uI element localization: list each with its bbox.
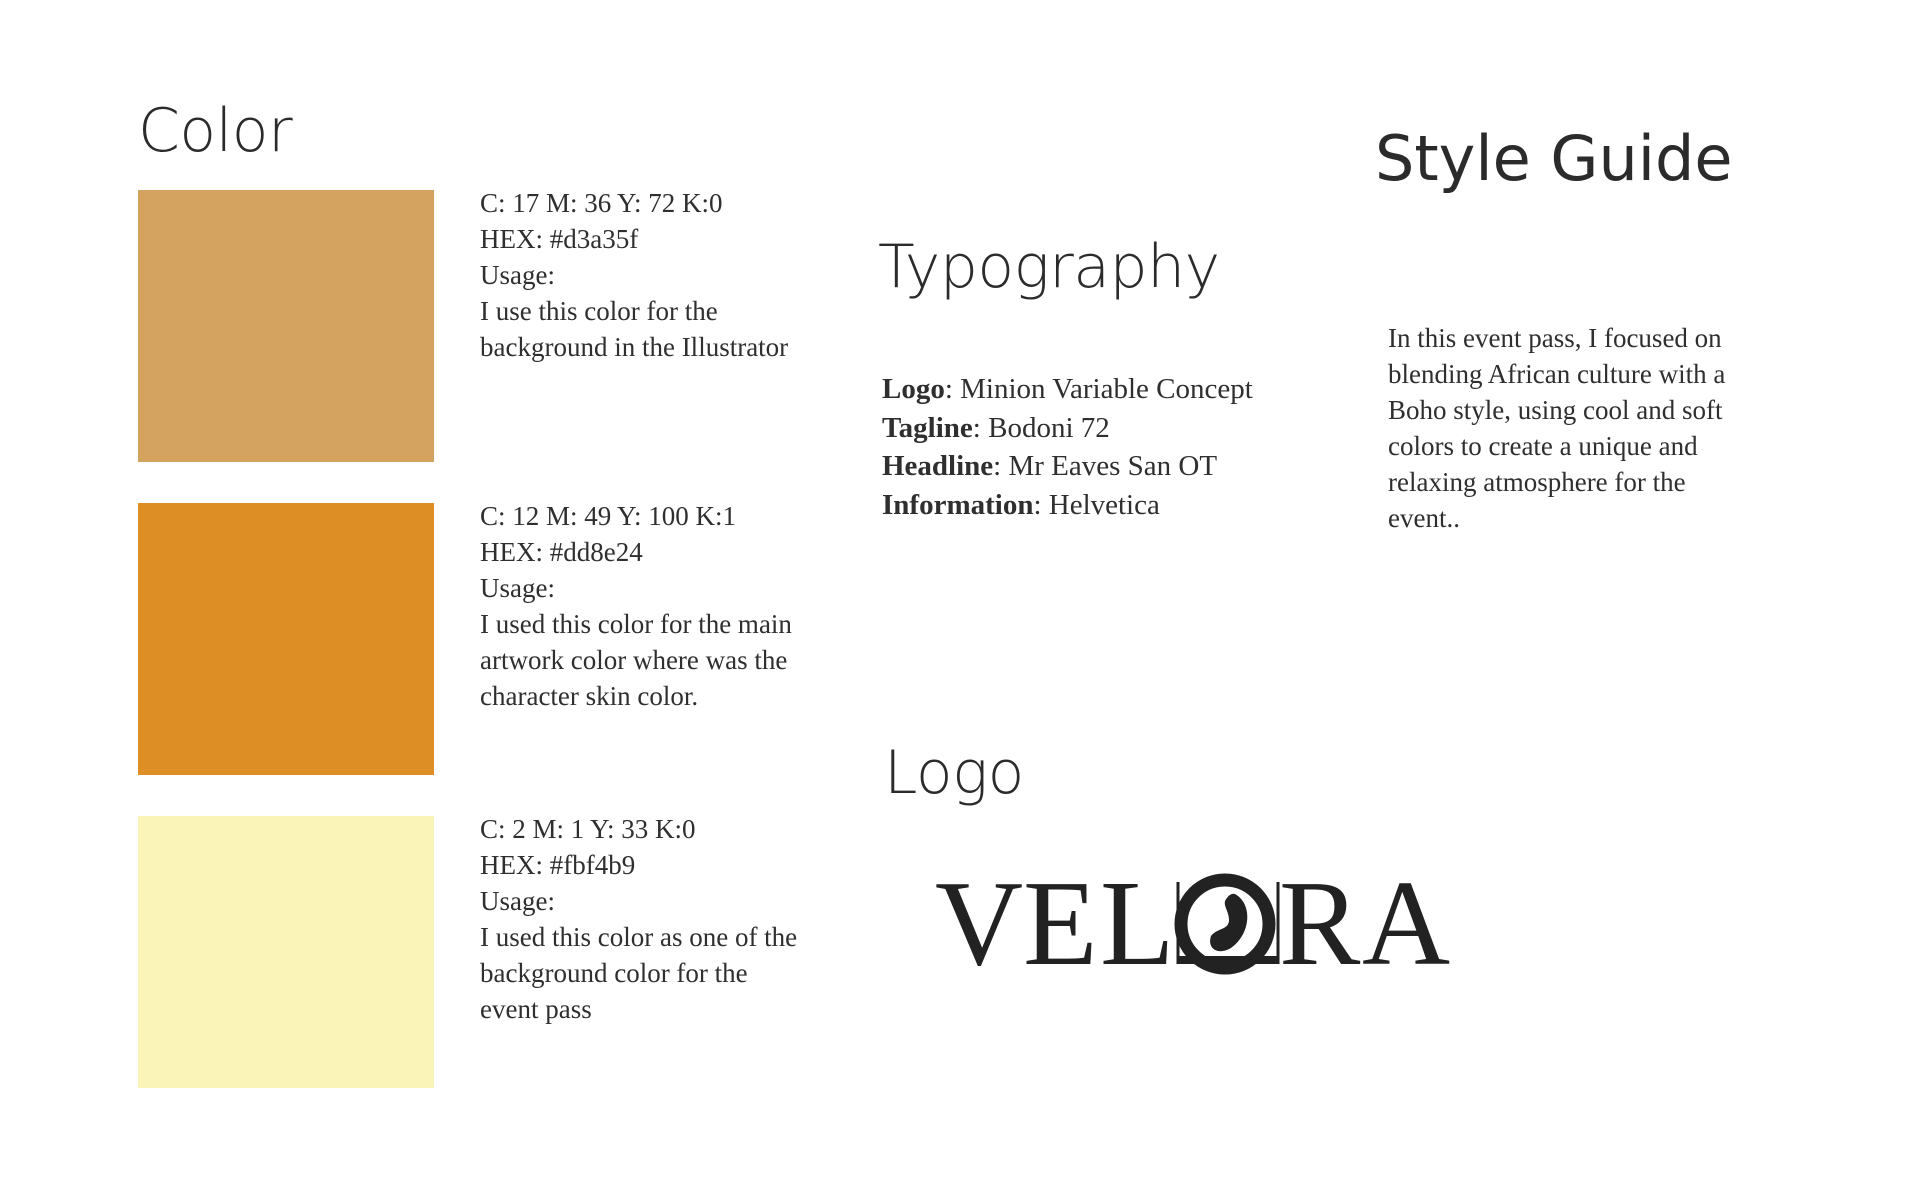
typography-value: : Helvetica: [1033, 488, 1160, 521]
typography-key: Tagline: [882, 411, 973, 444]
logo-letter-o-seed-icon: [1178, 880, 1278, 968]
typography-key: Information: [882, 488, 1034, 521]
logo-letter-l: L: [1100, 860, 1175, 980]
hex-value: HEX: #fbf4b9: [480, 850, 636, 880]
swatch-info-1: [480, 185, 810, 365]
usage-label: Usage:: [480, 260, 555, 290]
typography-value: : Minion Variable Concept: [944, 373, 1253, 405]
usage-label: Usage:: [480, 886, 555, 916]
typography-value: : Mr Eaves San OT: [993, 450, 1218, 482]
usage-description: I used this color for the main artwork color where was the character skin color.: [480, 609, 792, 711]
hex-value: HEX: #d3a35f: [480, 224, 639, 254]
typography-item-tagline: [882, 409, 1253, 448]
cmyk-value: C: 17 M: 36 Y: 72 K:0: [480, 188, 723, 218]
typography-key: Headline: [882, 450, 994, 482]
color-section-heading: Color: [138, 96, 293, 166]
color-swatch-3: [138, 816, 434, 1088]
logo-letter-v: V: [935, 860, 1024, 980]
typography-item-logo: [882, 370, 1253, 409]
cmyk-value: C: 12 M: 49 Y: 100 K:1: [480, 501, 737, 531]
velora-logo: [935, 860, 1525, 980]
logo-letter-e: E: [1023, 860, 1098, 980]
usage-description: I used this color as one of the background color for the event pass: [480, 922, 798, 1024]
logo-section-heading: Logo: [884, 738, 1024, 808]
cmyk-value: C: 2 M: 1 Y: 33 K:0: [480, 814, 696, 844]
swatch-info-3: [480, 811, 810, 1027]
color-swatch-2: [138, 503, 434, 775]
swatch-info-2: [480, 498, 810, 714]
color-swatch-1: [138, 190, 434, 462]
typography-key: Logo: [882, 373, 945, 405]
logo-letter-r: R: [1279, 860, 1361, 980]
hex-value: HEX: #dd8e24: [480, 537, 643, 567]
logo-letter-a: A: [1362, 860, 1451, 980]
usage-description: I use this color for the background in the Illustrator: [480, 296, 789, 362]
typography-list: [882, 370, 1253, 524]
usage-label: Usage:: [480, 573, 555, 603]
intro-paragraph: In this event pass, I focused on blending African culture with a Boho style, using cool and soft colors to create a unique and relaxing atmosphere for the event..: [1388, 323, 1726, 533]
typography-item-information: [882, 486, 1253, 525]
typography-section-heading: Typography: [878, 232, 1220, 302]
typography-item-headline: [882, 447, 1253, 486]
typography-value: : Bodoni 72: [972, 411, 1110, 444]
page-title: Style Guide: [1375, 122, 1733, 195]
